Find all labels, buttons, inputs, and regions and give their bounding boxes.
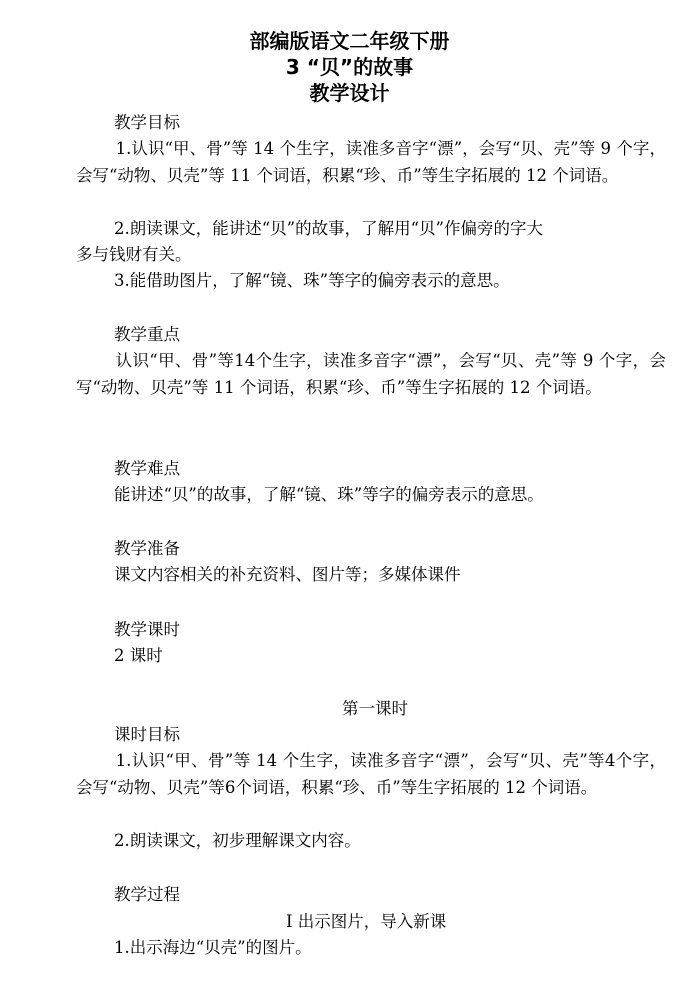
periods-heading: 教学课时 bbox=[114, 620, 180, 639]
document-title: 部编版语文二年级下册 bbox=[249, 29, 450, 53]
key-points-body: 认识“甲、骨”等14个生字，读准多音字“漂”，会写“贝、壳”等 9 个字，会写“动物、贝壳”等 11 个词语，积累“珍、币”等生字拓展的 12 个词语。 bbox=[76, 351, 666, 397]
lesson-title: 3 “贝”的故事 bbox=[285, 55, 414, 79]
period-goal-1: 1.认识“甲、骨”等 14 个生字，读准多音字“漂”，会写“贝、壳”等4个字，会写“动物、贝壳”等6个词语，积累“珍、币”等生字拓展的 12 个词语。 bbox=[76, 751, 666, 797]
periods-body: 2 课时 bbox=[114, 646, 163, 665]
teaching-goal-2-line1: 2.朗读课文，能讲述“贝”的故事，了解用“贝”作偏旁的字大 bbox=[114, 219, 543, 238]
period-goal-2: 2.朗读课文，初步理解课文内容。 bbox=[114, 831, 361, 850]
teaching-goals-heading: 教学目标 bbox=[114, 113, 180, 132]
first-period-heading: 第一课时 bbox=[342, 699, 408, 718]
teaching-goal-2-line2: 多与钱财有关。 bbox=[76, 245, 192, 264]
process-section-1: Ⅰ 出示图片，导入新课 bbox=[286, 912, 447, 931]
difficulties-heading: 教学难点 bbox=[114, 459, 180, 478]
preparation-body: 课文内容相关的补充资料、图片等；多媒体课件 bbox=[114, 565, 461, 584]
design-title: 教学设计 bbox=[309, 81, 390, 105]
teaching-goal-1: 1.认识“甲、骨”等 14 个生字，读准多音字“漂”，会写“贝、壳”等 9 个字，会写“动物、贝壳”等 11 个词语，积累“珍、币”等生字拓展的 12 个词语。 bbox=[76, 139, 666, 185]
period-goals-heading: 课时目标 bbox=[114, 725, 180, 744]
preparation-heading: 教学准备 bbox=[114, 539, 180, 558]
difficulties-body: 能讲述“贝”的故事，了解“镜、珠”等字的偏旁表示的意思。 bbox=[114, 485, 544, 504]
teaching-goal-3: 3.能借助图片，了解“镜、珠”等字的偏旁表示的意思。 bbox=[114, 271, 510, 290]
process-step-1: 1.出示海边“贝壳”的图片。 bbox=[114, 938, 312, 957]
process-heading: 教学过程 bbox=[114, 885, 180, 904]
key-points-heading: 教学重点 bbox=[114, 325, 180, 344]
